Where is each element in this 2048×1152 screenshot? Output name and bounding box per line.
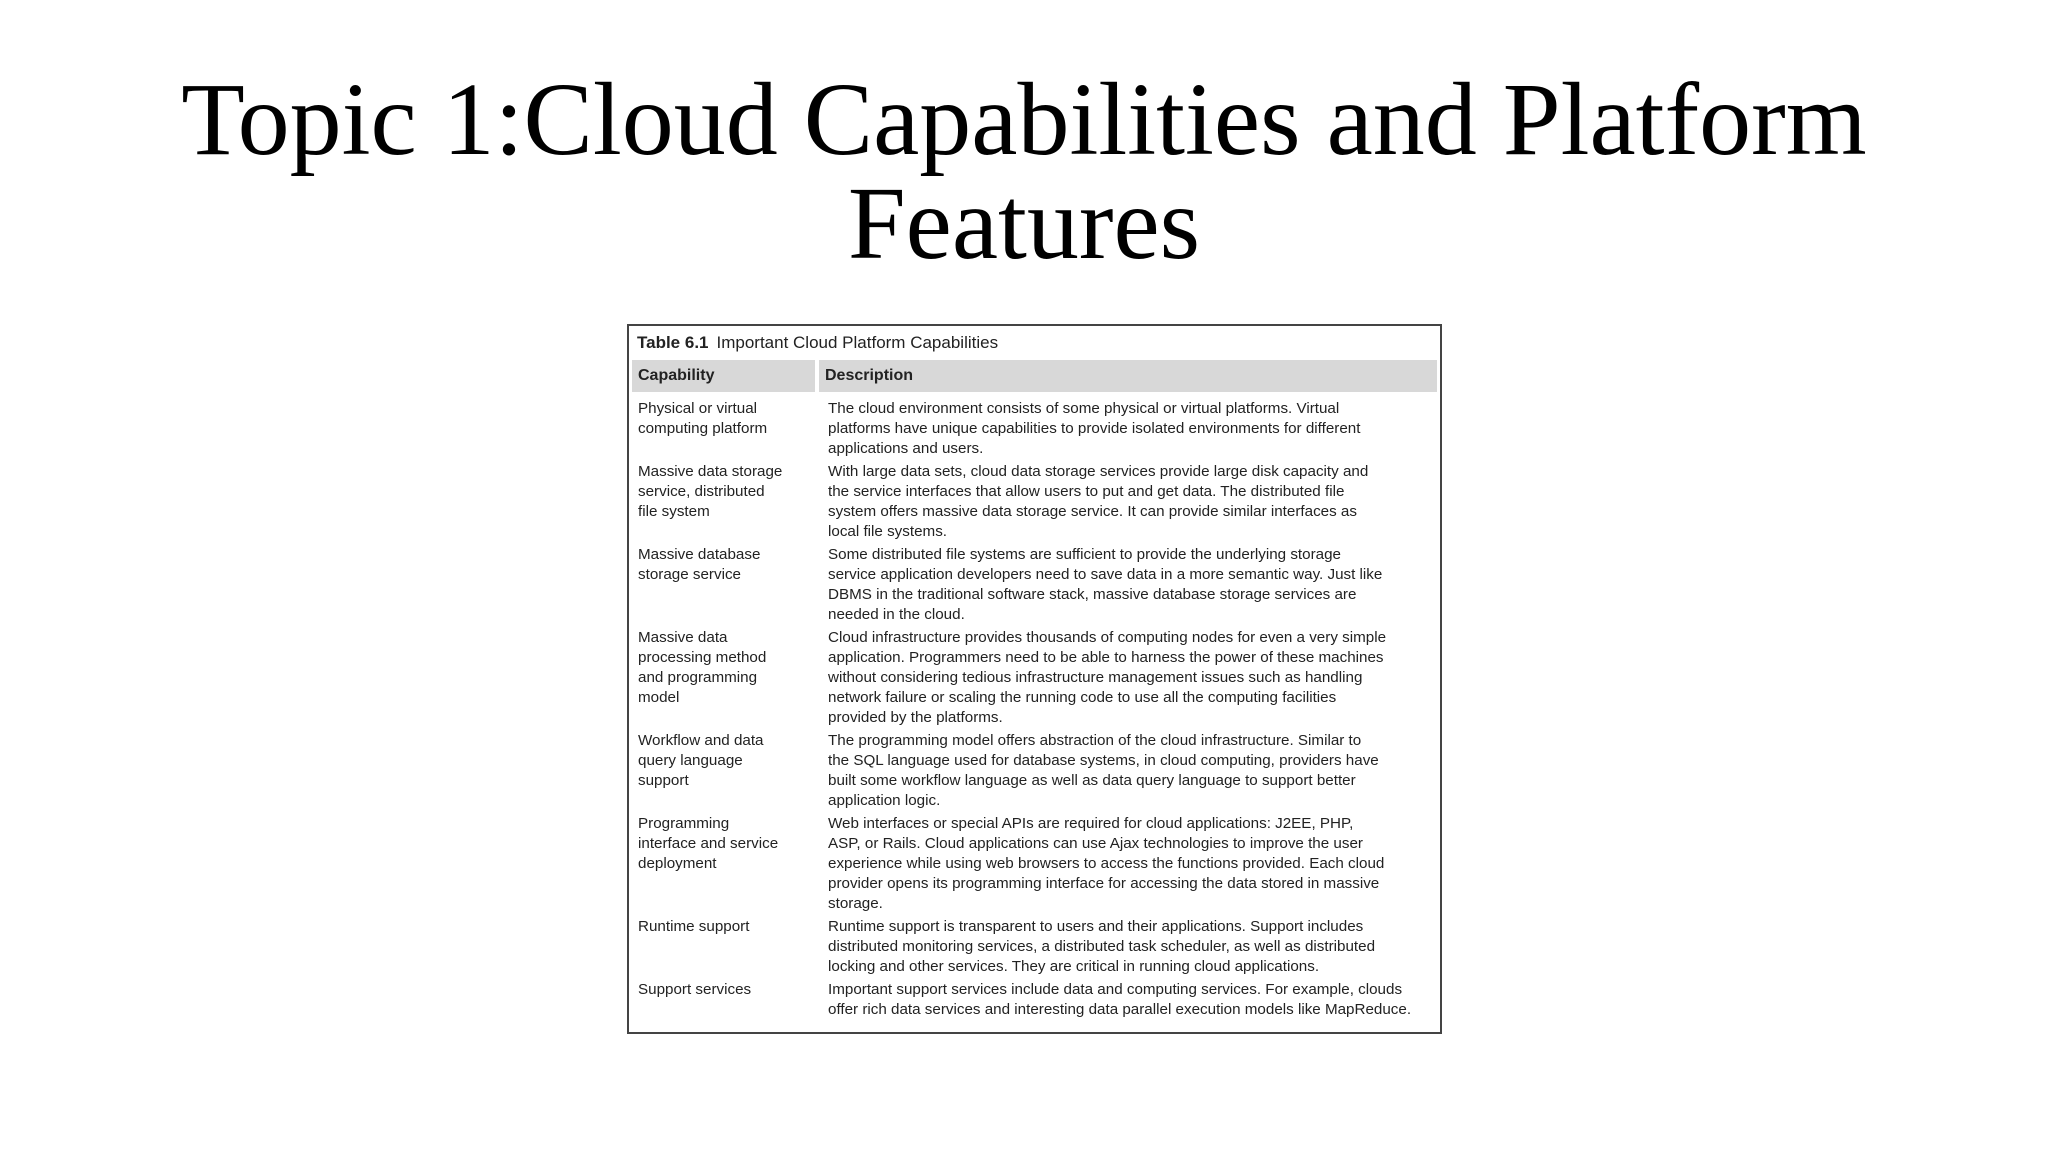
description-line: local file systems. [828, 523, 948, 540]
description-line: built some workflow language as well as data query language to support better [828, 772, 1356, 789]
slide-title-line-2: Features [847, 166, 1201, 281]
capability-line: computing platform [638, 420, 768, 437]
description-cell [828, 628, 1438, 728]
capability-line: query language [638, 752, 743, 769]
description-line: Runtime support is transparent to users and their applications. Support includes [828, 918, 1364, 935]
description-line: Important support services include data and computing services. For example, clouds [828, 981, 1403, 998]
description-cell [828, 462, 1438, 542]
description-line: needed in the cloud. [828, 606, 965, 623]
capability-cell [638, 917, 828, 977]
table-row [638, 399, 1438, 459]
slide-title-line-1: Topic 1:Cloud Capabilities and Platform [181, 62, 1867, 177]
slide-title [0, 62, 2048, 281]
capability-line: Physical or virtual [638, 400, 758, 417]
capability-line: interface and service [638, 835, 779, 852]
description-line: platforms have unique capabilities to provide isolated environments for different [828, 420, 1361, 437]
description-line: storage. [828, 895, 883, 912]
capability-cell [638, 399, 828, 459]
description-line: Some distributed file systems are sufficient to provide the underlying storage [828, 546, 1341, 563]
description-line: provider opens its programming interface for accessing the data stored in massive [828, 875, 1380, 892]
description-line: Web interfaces or special APIs are required for cloud applications: J2EE, PHP, [828, 815, 1354, 832]
description-line: the service interfaces that allow users to put and get data. The distributed file [828, 483, 1345, 500]
description-line: locking and other services. They are critical in running cloud applications. [828, 958, 1320, 975]
capability-line: support [638, 772, 689, 789]
description-line: offer rich data services and interesting data parallel execution models like MapReduce. [828, 1001, 1412, 1018]
description-cell [828, 814, 1438, 914]
capability-cell [638, 980, 828, 1020]
description-line: application. Programmers need to be able to harness the power of these machines [828, 649, 1384, 666]
capability-line: processing method [638, 649, 767, 666]
capability-cell [638, 462, 828, 542]
description-cell [828, 731, 1438, 811]
table-row [638, 462, 1438, 542]
table-row [638, 917, 1438, 977]
table-header-row [632, 360, 1437, 392]
description-cell [828, 980, 1438, 1020]
description-line: distributed monitoring services, a distributed task scheduler, as well as distributed [828, 938, 1376, 955]
description-line: network failure or scaling the running code to use all the computing facilities [828, 689, 1337, 706]
table-row [638, 980, 1438, 1020]
column-header-capability: Capability [632, 360, 815, 392]
description-line: DBMS in the traditional software stack, massive database storage services are [828, 586, 1357, 603]
table-row [638, 731, 1438, 811]
capability-cell [638, 545, 828, 625]
description-line: The cloud environment consists of some physical or virtual platforms. Virtual [828, 400, 1340, 417]
description-line: Cloud infrastructure provides thousands of computing nodes for even a very simple [828, 629, 1387, 646]
table-row [638, 628, 1438, 728]
description-line: The programming model offers abstraction of the cloud infrastructure. Similar to [828, 732, 1362, 749]
capability-cell [638, 628, 828, 728]
description-line: application logic. [828, 792, 941, 809]
capability-line: service, distributed [638, 483, 765, 500]
description-line: system offers massive data storage service. It can provide similar interfaces as [828, 503, 1357, 520]
table-caption-text: Important Cloud Platform Capabilities [716, 333, 999, 352]
capability-cell [638, 814, 828, 914]
capability-line: Support services [638, 981, 752, 998]
table-row [638, 545, 1438, 625]
table-caption-number: Table 6.1 [637, 333, 709, 352]
description-cell [828, 545, 1438, 625]
description-line: ASP, or Rails. Cloud applications can use Ajax technologies to improve the user [828, 835, 1363, 852]
description-line: With large data sets, cloud data storage services provide large disk capacity and [828, 463, 1369, 480]
capability-line: deployment [638, 855, 717, 872]
capability-line: Runtime support [638, 918, 750, 935]
description-line: the SQL language used for database systems, in cloud computing, providers have [828, 752, 1379, 769]
capability-cell [638, 731, 828, 811]
capability-line: storage service [638, 566, 741, 583]
capability-line: file system [638, 503, 710, 520]
description-cell [828, 399, 1438, 459]
description-cell [828, 917, 1438, 977]
capabilities-table-figure [627, 324, 1442, 1034]
description-line: experience while using web browsers to access the functions provided. Each cloud [828, 855, 1385, 872]
capability-line: Programming [638, 815, 730, 832]
table-body [638, 399, 1438, 1023]
capability-line: Massive database [638, 546, 761, 563]
description-line: service application developers need to save data in a more semantic way. Just like [828, 566, 1383, 583]
capability-line: model [638, 689, 680, 706]
description-line: provided by the platforms. [828, 709, 1003, 726]
capability-line: and programming [638, 669, 758, 686]
table-row [638, 814, 1438, 914]
capability-line: Workflow and data [638, 732, 764, 749]
capability-line: Massive data [638, 629, 728, 646]
table-caption [637, 332, 998, 354]
description-line: without considering tedious infrastructure management issues such as handling [828, 669, 1363, 686]
description-line: applications and users. [828, 440, 984, 457]
column-header-description: Description [819, 360, 1437, 392]
capability-line: Massive data storage [638, 463, 783, 480]
